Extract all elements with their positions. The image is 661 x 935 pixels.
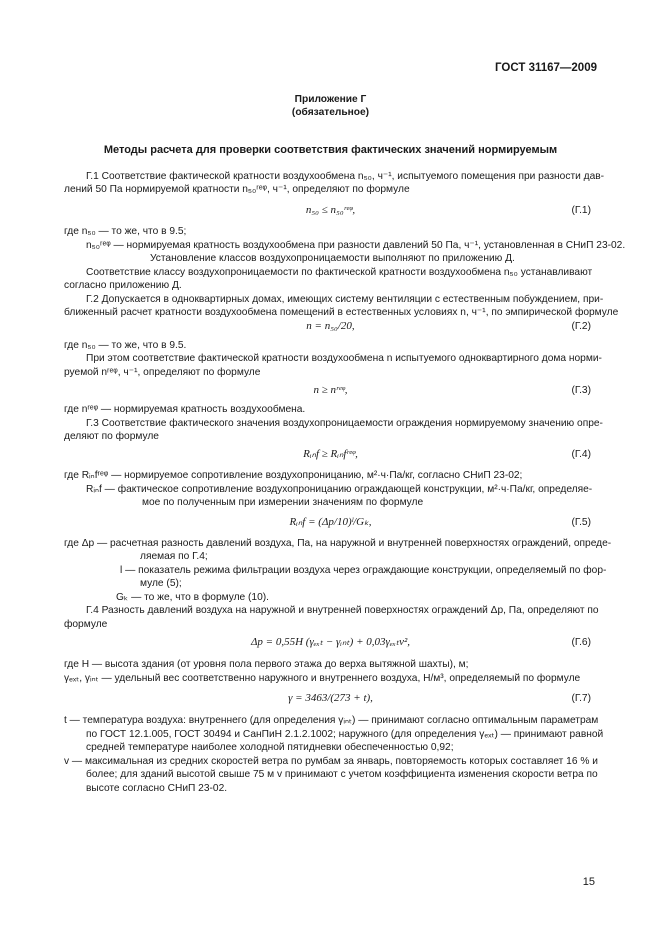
where-line: где Rᵢₙfʳᵉᵠ — нормируемое сопротивление воздухопроницанию, м²·ч·Па/кг, согласно СНиП 23-02; [64,470,523,481]
appendix-title: Приложение Г [294,94,367,105]
formula-number: (Г.3) [571,385,591,396]
formula-number: (Г.4) [571,449,591,460]
formula-number: (Г.2) [571,321,591,332]
where-line: где n₅₀ — то же, что в 9.5; [64,226,187,237]
where-line: где nʳᵉᵠ — нормируемая кратность воздухообмена. [64,404,306,415]
formula-g7: γ = 3463/(273 + t), [288,692,373,704]
appendix-subtitle: (обязательное) [291,107,370,118]
where-line: l — показатель режима фильтрации воздуха через ограждающие конструкции, определяемый по фор- [120,565,607,576]
formula-number: (Г.1) [571,205,591,216]
paragraph-line: руемой nʳᵉᵠ, ч⁻¹, определяют по формуле [64,367,261,378]
where-line: Rᵢₙf — фактическое сопротивление воздухопроницанию ограждающей конструкции, м²·ч·Па/кг, определяе- [86,484,593,495]
paragraph-line: лений 50 Па нормируемой кратности n₅₀ʳᵉᵠ, ч⁻¹, определяют по формуле [64,184,410,195]
paragraph-line: формуле [64,619,108,630]
where-line: мое по полученным при измерении значениям по формуле [142,497,424,508]
section-title: Методы расчета для проверки соответствия фактических значений нормируемым [103,144,558,156]
where-line: где n₅₀ — то же, что в 9.5. [64,340,187,351]
formula-number: (Г.5) [571,517,591,528]
formula-g4: Rᵢₙf ≥ Rᵢₙfʳᵉᵠ, [303,448,358,460]
where-line: муле (5); [140,578,182,589]
formula-number: (Г.6) [571,637,591,648]
where-line: Установление классов воздухопроницаемости выполняют по приложению Д. [150,253,515,264]
definition-line: v — максимальная из средних скоростей ветра по румбам за январь, повторяемость которых составляет 16 % и [64,756,598,767]
definition-line: высоте согласно СНиП 23-02. [86,783,228,794]
formula-g5: Rᵢₙf = (Δp/10)ˡ/Gₖ, [289,516,372,528]
page-number: 15 [582,876,595,888]
definition-line: по ГОСТ 12.1.005, ГОСТ 30494 и СанПиН 2.1.2.1002; наружного (для определения γₑₓₜ) — принимают равной [86,729,604,740]
paragraph-line: деляют по формуле [64,431,159,442]
definition-line: средней температуре наиболее холодной пятидневки обеспеченностью 0,92; [86,742,454,753]
paragraph-line: Г.2 Допускается в одноквартирных домах, имеющих систему вентиляции с естественным побуждением, при- [86,294,604,305]
definition-line: t — температура воздуха: внутреннего (для определения γᵢₙₜ) — принимают согласно оптимальным параметрам [64,715,599,726]
where-line: где H — высота здания (от уровня пола первого этажа до верха вытяжной шахты), м; [64,659,469,670]
paragraph-line: Г.1 Соответствие фактической кратности воздухообмена n₅₀, ч⁻¹, испытуемого помещения при разности дав- [86,171,605,182]
where-line: Gₖ — то же, что в формуле (10). [116,592,269,603]
paragraph-line: согласно приложению Д. [64,280,182,291]
formula-g3: n ≥ nʳᵉᵠ, [313,384,348,396]
paragraph-line: При этом соответствие фактической кратности воздухообмена n испытуемого одноквартирного дома норми- [86,353,602,364]
paragraph-line: Г.4 Разность давлений воздуха на наружной и внутренней поверхностях ограждений Δp, Па, определяют по [86,605,599,616]
formula-number: (Г.7) [571,693,591,704]
paragraph-line: Г.3 Соответствие фактического значения воздухопроницаемости ограждения нормируемому значению опре- [86,418,603,429]
formula-g1: n₅₀ ≤ n₅₀ʳᵉᵠ, [305,204,356,216]
where-line: n₅₀ʳᵉᵠ — нормируемая кратность воздухообмена при разности давлений 50 Па, ч⁻¹, установленная в СНиП 23-02. [86,240,626,251]
paragraph-line: ближенный расчет кратности воздухообмена помещений в естественных условиях n, ч⁻¹, по эмпирической формуле [64,307,619,318]
where-line: γₑₓₜ, γᵢₙₜ — удельный вес соответственно наружного и внутреннего воздуха, Н/м³, определяемый по формуле [64,673,581,684]
paragraph-line: Соответствие классу воздухопроницаемости по фактической кратности воздухообмена n₅₀ устанавливают [86,267,593,278]
formula-g2: n = n₅₀/20, [306,320,355,332]
where-line: где Δp — расчетная разность давлений воздуха, Па, на наружной и внутренней поверхностях ограждений, опреде- [64,538,612,549]
where-line: ляемая по Г.4; [140,551,208,562]
definition-line: более; для зданий высотой свыше 75 м v принимают с учетом коэффициента изменения скорости ветра по [86,769,598,780]
document-header: ГОСТ 31167—2009 [495,62,597,74]
formula-g6: Δp = 0,55H (γₑₓₜ − γᵢₙₜ) + 0,03γₑₓₜv², [250,636,411,648]
